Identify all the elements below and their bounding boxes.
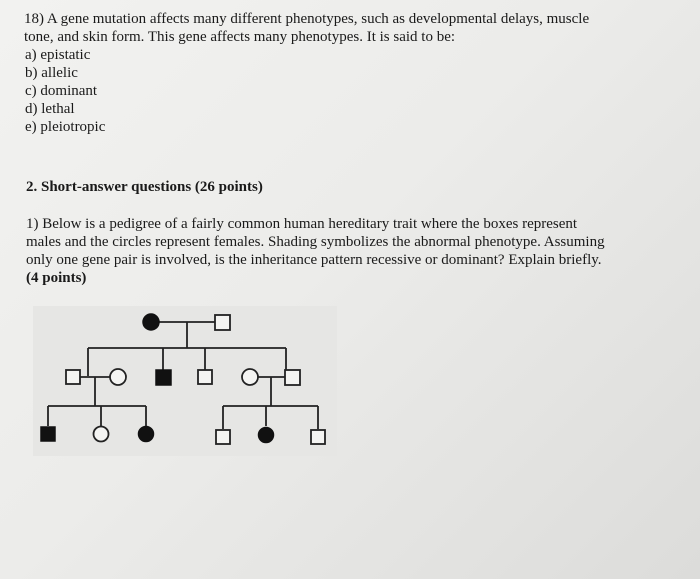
gen3-female-affected (139, 427, 154, 442)
gen3-female-affected (259, 428, 274, 443)
question-18-stem-line-2: tone, and skin form. This gene affects many phenotypes. It is said to be: (24, 29, 456, 45)
pedigree-figure (33, 306, 337, 456)
question-1-line-2: males and the circles represent females. Shading symbolizes the abnormal phenotype. Assuming (26, 234, 605, 250)
gen2-male-affected (156, 370, 171, 385)
section-2-heading: 2. Short-answer questions (26 points) (26, 179, 263, 195)
question-1-line-1: 1) Below is a pedigree of a fairly common human hereditary trait where the boxes represent (26, 216, 578, 232)
option-d: d) lethal (25, 101, 75, 117)
gen2-male-married-in (66, 370, 80, 384)
gen3-female-unaffected (94, 427, 109, 442)
gen3-male-unaffected (311, 430, 325, 444)
gen1-male-unaffected (215, 315, 230, 330)
gen2-female-unaffected (242, 369, 258, 385)
gen3-male-unaffected (216, 430, 230, 444)
option-b: b) allelic (25, 65, 78, 81)
option-c: c) dominant (25, 83, 98, 99)
gen2-female-unaffected (110, 369, 126, 385)
gen2-male-married-in (285, 370, 300, 385)
option-e: e) pleiotropic (25, 119, 106, 135)
gen2-male-unaffected (198, 370, 212, 384)
question-18-stem-line-1: 18) A gene mutation affects many different phenotypes, such as developmental delays, muscle (24, 11, 590, 27)
gen3-male-affected (41, 427, 55, 441)
question-1-points: (4 points) (26, 270, 87, 286)
gen1-female-affected (143, 314, 159, 330)
question-1-line-3: only one gene pair is involved, is the inheritance pattern recessive or dominant? Explain briefly. (26, 252, 602, 268)
pedigree-chart (33, 306, 337, 456)
option-a: a) epistatic (25, 47, 91, 63)
